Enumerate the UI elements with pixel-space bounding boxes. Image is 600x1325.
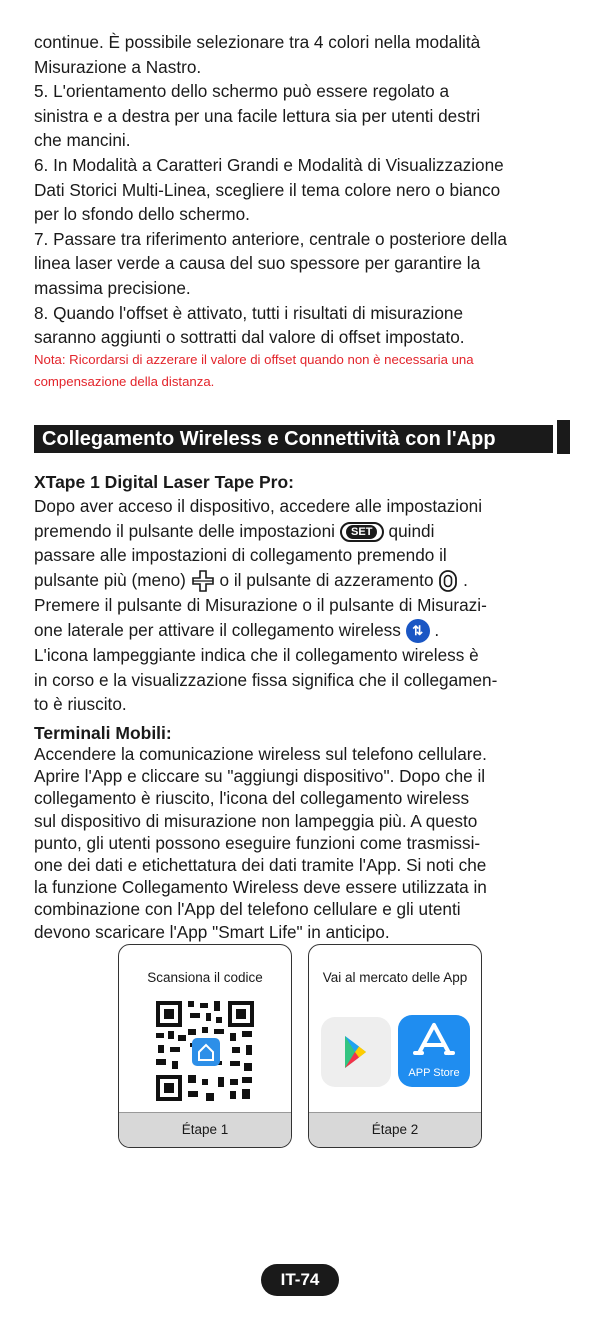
text-line: passare alle impostazioni di collegamento premendo il	[34, 545, 447, 566]
google-play-icon	[321, 1017, 391, 1087]
text-line: punto, gli utenti possono eseguire funzioni come trasmissi-	[34, 832, 481, 853]
text-line: per lo sfondo dello schermo.	[34, 204, 250, 225]
text-line: L'icona lampeggiante indica che il collegamento wireless è	[34, 645, 479, 666]
text-line: sinistra e a destra per una facile lettura sia per utenti destri	[34, 105, 481, 126]
wireless-icon: ⇅	[406, 619, 430, 643]
text-segment: one laterale per attivare il collegamento wireless	[34, 619, 401, 640]
card-footer: Étape 2	[309, 1112, 481, 1147]
text-line: collegamento è riuscito, l'icona del collegamento wireless	[34, 788, 470, 809]
step-card-qr	[118, 944, 292, 1148]
text-line: to è riuscito.	[34, 694, 127, 715]
set-button-icon	[340, 522, 384, 542]
page-number: IT-74	[261, 1264, 339, 1296]
zero-button-icon	[438, 569, 458, 593]
text-segment: .	[434, 619, 440, 640]
text-line: che mancini.	[34, 130, 131, 151]
google-play-button[interactable]	[321, 1017, 391, 1087]
text-line: sul dispositivo di misurazione non lampeggia più. A questo	[34, 810, 478, 831]
app-store-label: APP Store	[408, 1067, 460, 1079]
app-store-icon	[398, 1015, 470, 1067]
text-line: combinazione con l'App del telefono cellulare e gli utenti	[34, 899, 461, 920]
text-segment: pulsante più (meno)	[34, 569, 186, 590]
text-line: la funzione Collegamento Wireless deve essere utilizzata in	[34, 877, 487, 898]
text-line: continue. È possibile selezionare tra 4 colori nella modalità	[34, 32, 481, 52]
text-line: saranno aggiunti o sottratti dal valore di offset impostato.	[34, 327, 465, 348]
text-segment: quindi	[388, 520, 435, 541]
text-line: Dopo aver acceso il dispositivo, accedere alle impostazioni	[34, 496, 483, 516]
text-line: Accendere la comunicazione wireless sul telefono cellulare.	[34, 744, 487, 764]
text-line: 6. In Modalità a Caratteri Grandi e Modalità di Visualizzazione	[34, 154, 504, 175]
card-footer: Étape 1	[119, 1112, 291, 1147]
note-line: Nota: Ricordarsi di azzerare il valore di offset quando non è necessaria una	[34, 352, 474, 367]
text-line: 5. L'orientamento dello schermo può essere regolato a	[34, 81, 450, 102]
text-line: in corso e la visualizzazione fissa significa che il collegamen-	[34, 669, 498, 690]
app-store-button[interactable]	[398, 1015, 470, 1087]
text-line	[34, 618, 586, 643]
card-title: Vai al mercato delle App	[322, 970, 468, 985]
mobile-text	[34, 743, 586, 943]
card-title: Scansiona il codice	[147, 970, 263, 985]
xtape-text	[34, 494, 586, 717]
text-line	[34, 519, 586, 544]
step-card-appstores	[308, 944, 482, 1148]
text-line	[34, 568, 586, 593]
text-segment: .	[463, 569, 468, 590]
intro-text	[34, 30, 586, 350]
text-line: one dei dati e etichettatura dei dati tramite l'App. Si noti che	[34, 855, 487, 876]
text-line: Aprire l'App e cliccare su "aggiungi dispositivo". Dopo che il	[34, 766, 486, 787]
text-line: Premere il pulsante di Misurazione o il pulsante di Misurazi-	[34, 595, 487, 616]
qr-code-icon[interactable]	[154, 999, 256, 1103]
plus-minus-button-icon	[191, 569, 215, 593]
xtape-heading: XTape 1 Digital Laser Tape Pro:	[34, 472, 294, 492]
section-marker	[557, 420, 570, 454]
text-line: massima precisione.	[34, 277, 191, 298]
text-line: Misurazione a Nastro.	[34, 56, 202, 77]
text-segment: premendo il pulsante delle impostazioni	[34, 520, 335, 541]
offset-note	[34, 349, 586, 393]
text-line: 8. Quando l'offset è attivato, tutti i risultati di misurazione	[34, 302, 464, 323]
text-line: linea laser verde a causa del suo spessore per garantire la	[34, 253, 481, 274]
text-line: Dati Storici Multi-Linea, scegliere il tema colore nero o bianco	[34, 179, 501, 200]
section-title: Collegamento Wireless e Connettività con l'App	[34, 425, 553, 453]
text-line: devono scaricare l'App "Smart Life" in anticipo.	[34, 921, 390, 942]
mobile-heading: Terminali Mobili:	[34, 723, 172, 743]
text-line: 7. Passare tra riferimento anteriore, centrale o posteriore della	[34, 228, 507, 249]
set-button-label: SET	[346, 525, 377, 539]
text-segment: o il pulsante di azzeramento	[219, 569, 434, 590]
note-line: compensazione della distanza.	[34, 374, 215, 389]
